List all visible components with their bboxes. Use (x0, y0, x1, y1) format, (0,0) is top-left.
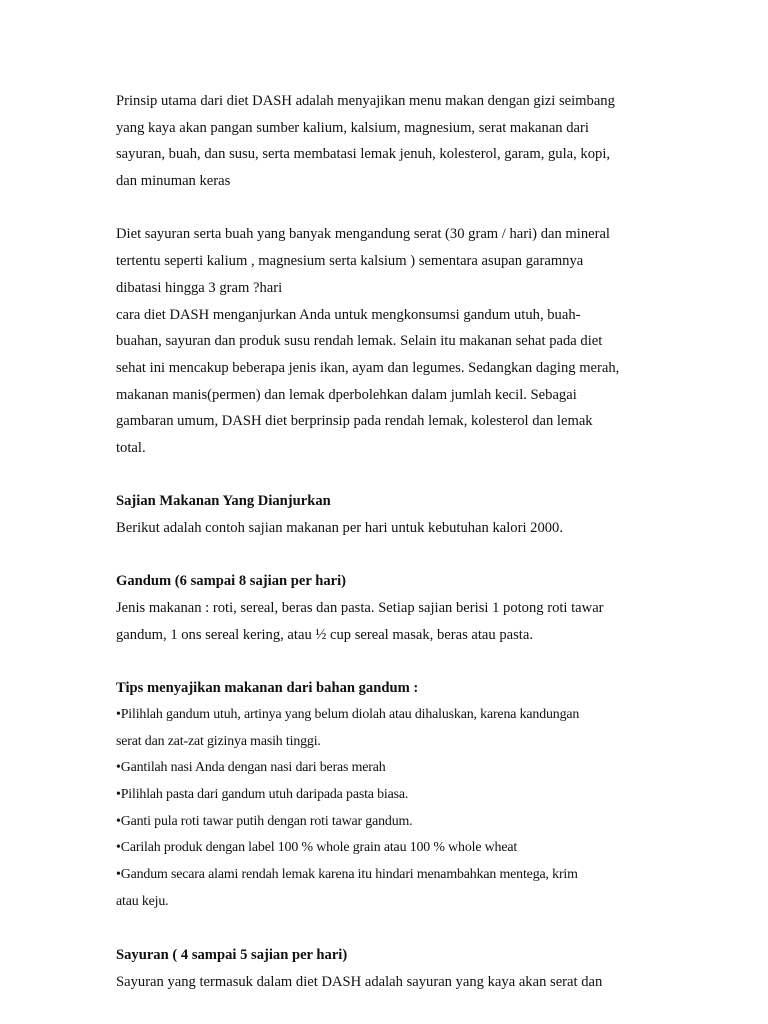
section-heading: Sajian Makanan Yang Dianjurkan (116, 493, 331, 510)
text-line: buahan, sayuran dan produk susu rendah lemak. Selain itu makanan sehat pada diet (116, 333, 603, 350)
text-line: total. (116, 439, 146, 456)
section-tips (116, 675, 656, 915)
paragraph-1 (116, 88, 656, 195)
text-line: makanan manis(permen) dan lemak dperbolehkan dalam jumlah kecil. Sebagai (116, 386, 577, 403)
text-line: Berikut adalah contoh sajian makanan per hari untuk kebutuhan kalori 2000. (116, 520, 564, 536)
list-item: •Pilihlah gandum utuh, artinya yang belum diolah atau dihaluskan, karena kandungan (116, 706, 580, 722)
text-line: Jenis makanan : roti, sereal, beras dan pasta. Setiap sajian berisi 1 potong roti tawar (116, 600, 604, 617)
text-line: Diet sayuran serta buah yang banyak mengandung serat (30 gram / hari) dan mineral (116, 226, 610, 243)
section-sayuran (116, 942, 656, 995)
list-item: •Pilihlah pasta dari gandum utuh daripada pasta biasa. (116, 786, 409, 802)
text-line: Sayuran yang termasuk dalam diet DASH adalah sayuran yang kaya akan serat dan (116, 973, 603, 990)
section-gandum (116, 568, 656, 648)
text-line: yang kaya akan pangan sumber kalium, kalsium, magnesium, serat makanan dari (116, 119, 589, 136)
document-page (116, 88, 656, 995)
text-line: cara diet DASH menganjurkan Anda untuk mengkonsumsi gandum utuh, buah- (116, 306, 581, 323)
list-item: •Gandum secara alami rendah lemak karena itu hindari menambahkan mentega, krim (116, 866, 578, 882)
text-line: sehat ini mencakup beberapa jenis ikan, ayam dan legumes. Sedangkan daging merah, (116, 359, 620, 376)
text-line: sayuran, buah, dan susu, serta membatasi lemak jenuh, kolesterol, garam, gula, kopi, (116, 146, 611, 163)
paragraph-spacer (116, 915, 656, 942)
section-sajian (116, 488, 656, 541)
text-line: tertentu seperti kalium , magnesium serta kalsium ) sementara asupan garamnya (116, 253, 584, 270)
text-line: dan minuman keras (116, 173, 231, 190)
list-item: •Ganti pula roti tawar putih dengan roti tawar gandum. (116, 813, 413, 829)
paragraph-spacer (116, 462, 656, 489)
text-line: Prinsip utama dari diet DASH adalah menyajikan menu makan dengan gizi seimbang (116, 93, 615, 109)
section-heading: Gandum (6 sampai 8 sajian per hari) (116, 573, 347, 590)
paragraph-spacer (116, 542, 656, 569)
section-heading: Sayuran ( 4 sampai 5 sajian per hari) (116, 947, 348, 963)
list-item: •Gantilah nasi Anda dengan nasi dari beras merah (116, 760, 386, 776)
list-item-continuation: serat dan zat-zat gizinya masih tinggi. (116, 733, 321, 749)
paragraph-spacer (116, 195, 656, 222)
text-line: gandum, 1 ons sereal kering, atau ½ cup sereal masak, beras atau pasta. (116, 626, 533, 643)
list-item: •Carilah produk dengan label 100 % whole grain atau 100 % whole wheat (116, 840, 518, 856)
text-line: dibatasi hingga 3 gram ?hari (116, 279, 283, 296)
paragraph-2 (116, 221, 656, 461)
list-item-continuation: atau keju. (116, 893, 169, 909)
text-line: gambaran umum, DASH diet berprinsip pada rendah lemak, kolesterol dan lemak (116, 413, 593, 430)
section-heading: Tips menyajikan makanan dari bahan gandum : (116, 680, 419, 697)
paragraph-spacer (116, 648, 656, 675)
